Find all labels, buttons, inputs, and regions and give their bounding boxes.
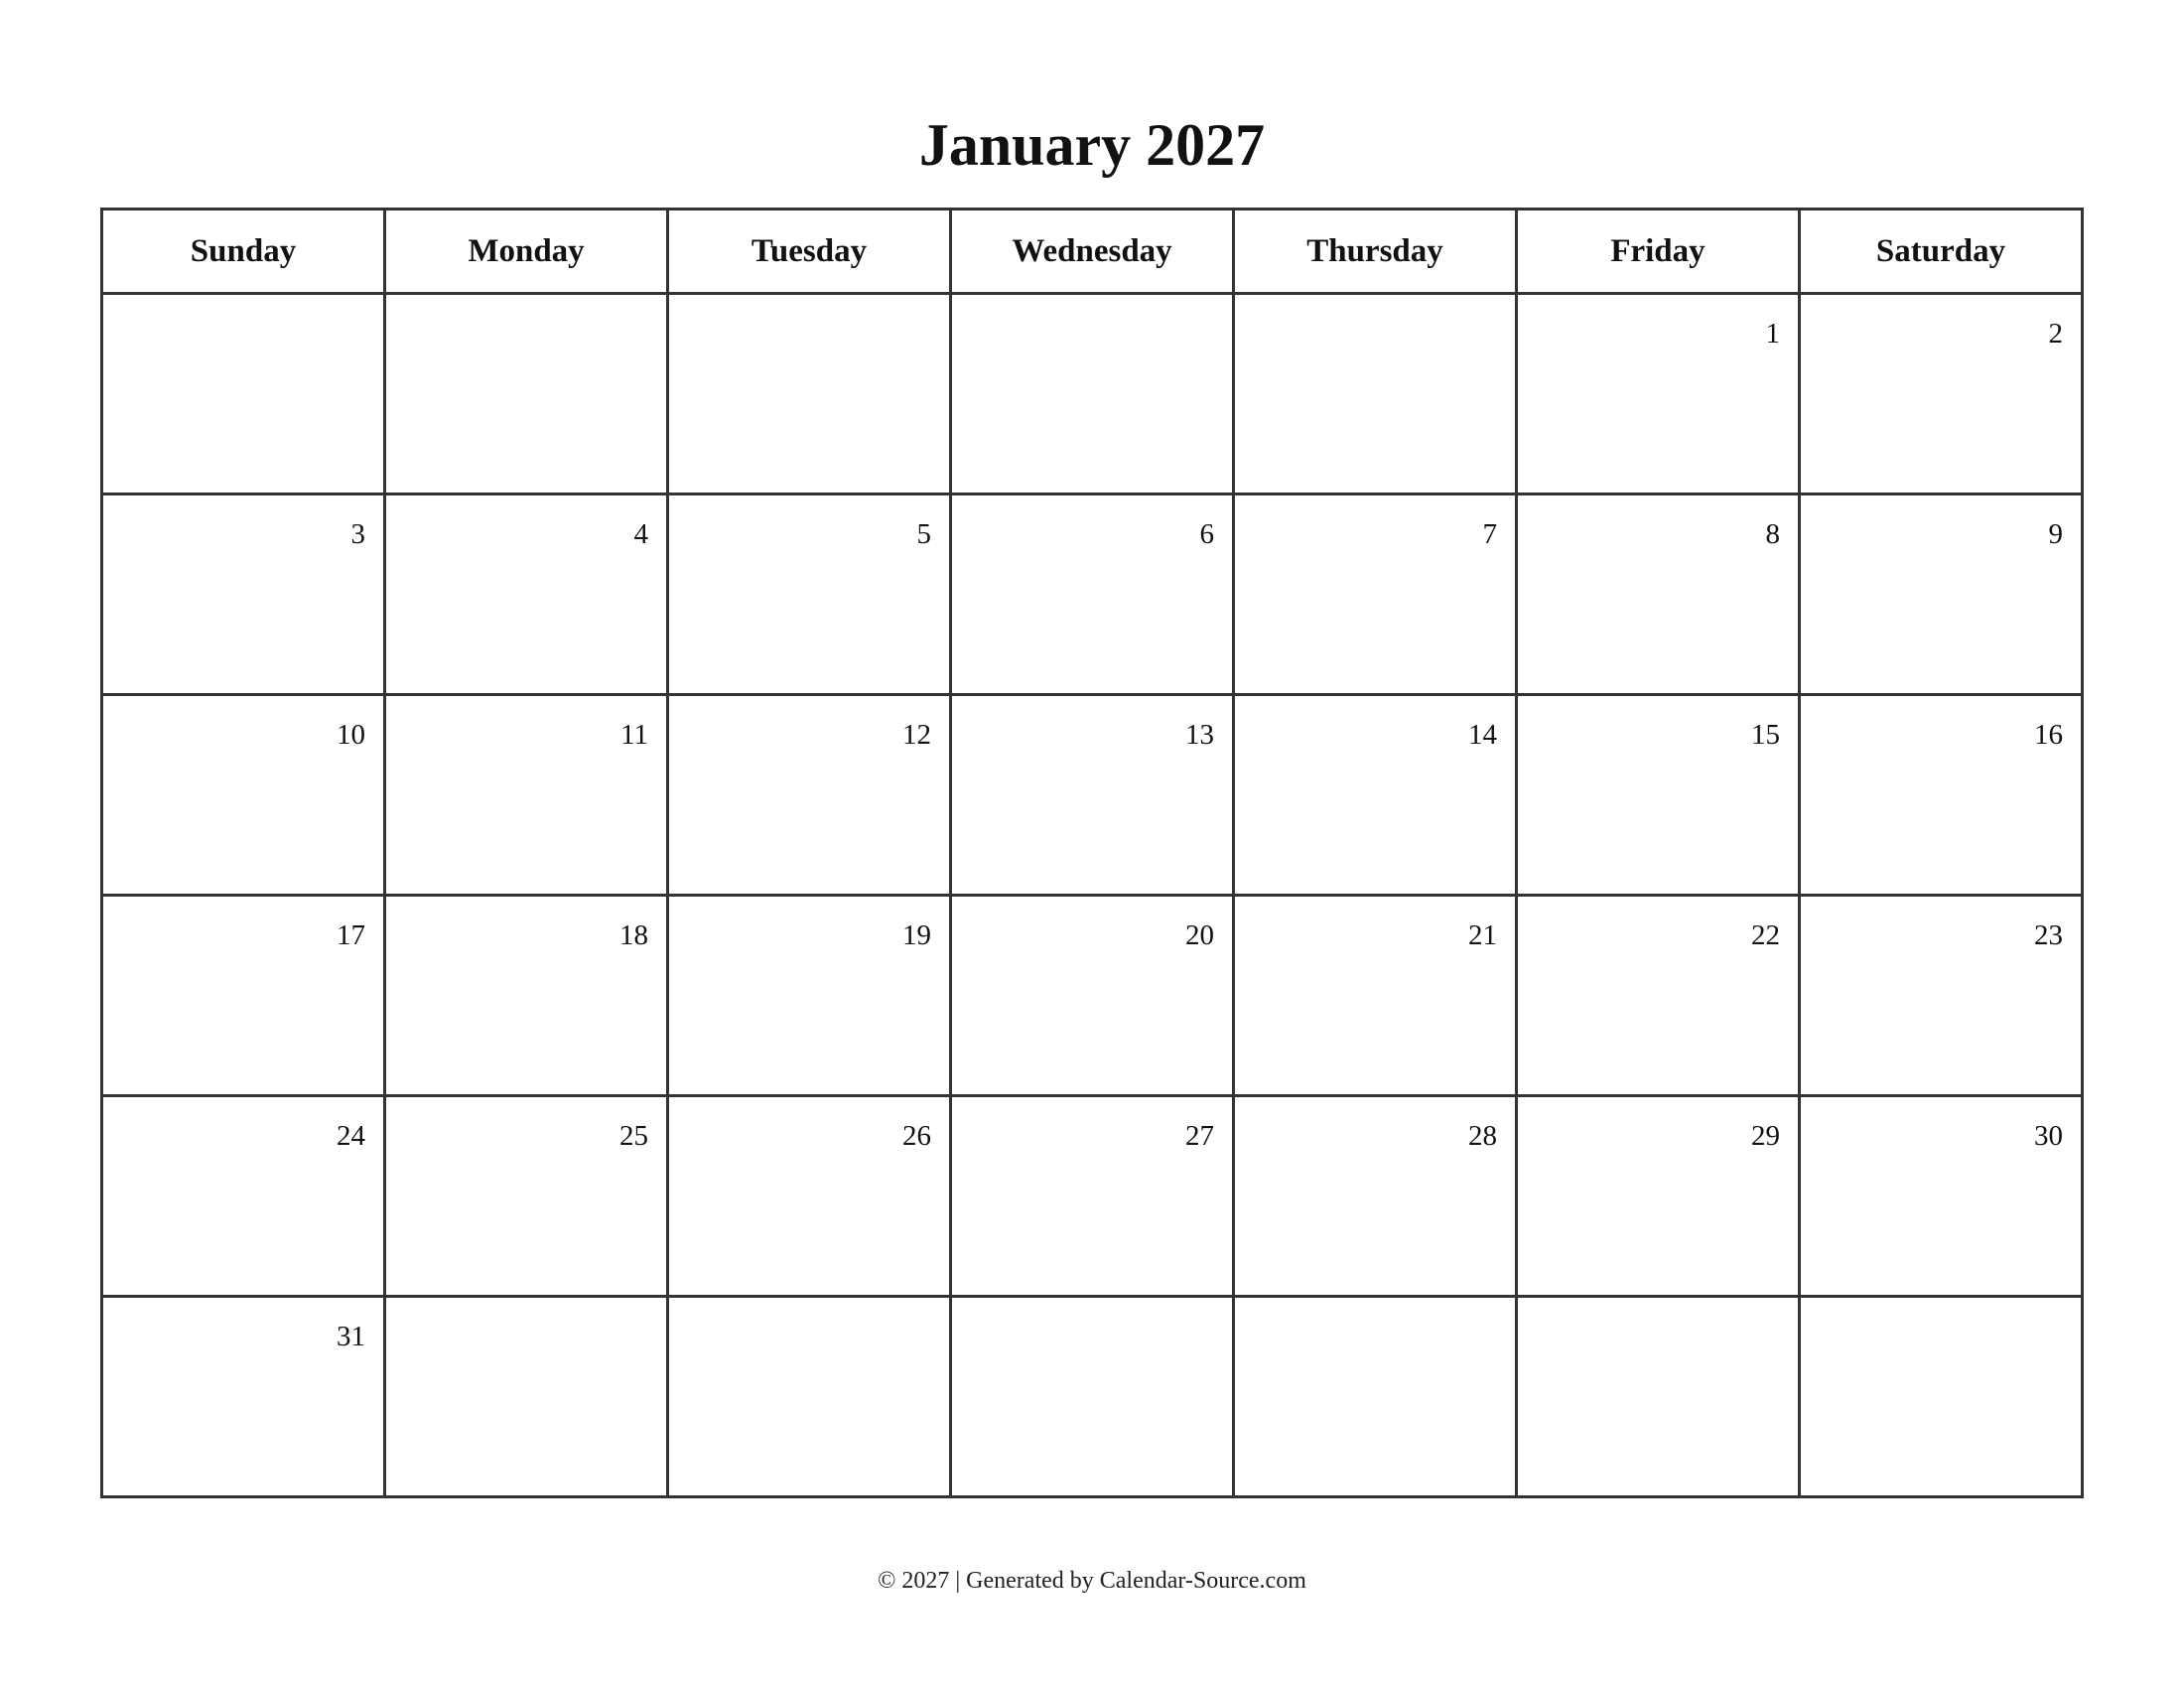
day-number: 2 <box>2048 318 2063 350</box>
day-number: 1 <box>1765 318 1780 350</box>
day-cell <box>102 494 385 695</box>
day-number: 27 <box>1185 1120 1214 1152</box>
day-cell <box>385 695 668 896</box>
day-number: 6 <box>1199 518 1214 550</box>
day-cell <box>668 1297 951 1497</box>
day-cell <box>951 896 1234 1096</box>
day-number <box>669 1298 949 1320</box>
day-number: 16 <box>2034 719 2063 751</box>
day-cell <box>951 695 1234 896</box>
day-number: 18 <box>619 919 648 951</box>
day-number <box>1235 295 1515 317</box>
day-cell <box>1234 294 1517 494</box>
day-number: 4 <box>633 518 648 550</box>
day-number <box>669 295 949 317</box>
calendar-title: January 2027 <box>918 112 1266 178</box>
day-cell <box>1800 695 2083 896</box>
day-cell <box>1517 1096 1800 1297</box>
day-cell <box>102 695 385 896</box>
day-cell <box>951 494 1234 695</box>
day-cell <box>385 1297 668 1497</box>
day-cell <box>1234 1096 1517 1297</box>
day-cell <box>1517 695 1800 896</box>
day-cell <box>951 294 1234 494</box>
day-number: 5 <box>916 518 931 550</box>
day-cell <box>385 1096 668 1297</box>
weekday-header: Monday <box>385 210 668 294</box>
day-number <box>103 295 383 317</box>
day-number: 30 <box>2034 1120 2063 1152</box>
day-cell <box>102 896 385 1096</box>
day-number: 21 <box>1468 919 1497 951</box>
day-cell <box>1517 294 1800 494</box>
day-cell <box>1517 1297 1800 1497</box>
day-number <box>386 1298 666 1320</box>
day-cell <box>1517 494 1800 695</box>
day-number: 12 <box>902 719 931 751</box>
day-cell <box>102 1096 385 1297</box>
weekday-header-row <box>102 210 2083 294</box>
day-number: 13 <box>1185 719 1214 751</box>
day-cell <box>102 294 385 494</box>
day-cell <box>1800 1096 2083 1297</box>
day-number <box>952 1298 1232 1320</box>
day-number <box>1518 1298 1798 1320</box>
weekday-header: Tuesday <box>668 210 951 294</box>
day-cell <box>102 1297 385 1497</box>
day-number: 20 <box>1185 919 1214 951</box>
day-cell <box>1800 494 2083 695</box>
day-cell <box>1234 494 1517 695</box>
day-number <box>386 295 666 317</box>
day-number: 25 <box>619 1120 648 1152</box>
day-cell <box>668 1096 951 1297</box>
day-number: 17 <box>337 919 365 951</box>
day-cell <box>1234 896 1517 1096</box>
calendar-grid <box>100 208 2084 1498</box>
day-number: 28 <box>1468 1120 1497 1152</box>
day-number: 29 <box>1751 1120 1780 1152</box>
day-cell <box>385 294 668 494</box>
weekday-header: Sunday <box>102 210 385 294</box>
week-row <box>102 695 2083 896</box>
weekday-header: Friday <box>1517 210 1800 294</box>
day-number: 31 <box>337 1321 365 1352</box>
week-row <box>102 896 2083 1096</box>
day-number: 19 <box>902 919 931 951</box>
day-cell <box>951 1297 1234 1497</box>
day-number: 24 <box>337 1120 365 1152</box>
day-number: 3 <box>350 518 365 550</box>
week-row <box>102 1297 2083 1497</box>
day-number <box>1235 1298 1515 1320</box>
week-row <box>102 294 2083 494</box>
day-number <box>1801 1298 2081 1320</box>
day-number: 22 <box>1751 919 1780 951</box>
day-cell <box>385 896 668 1096</box>
day-cell <box>1234 695 1517 896</box>
day-number: 10 <box>337 719 365 751</box>
day-cell <box>668 294 951 494</box>
day-number: 8 <box>1765 518 1780 550</box>
day-cell <box>1234 1297 1517 1497</box>
day-cell <box>668 695 951 896</box>
weekday-header: Wednesday <box>951 210 1234 294</box>
day-cell <box>1800 294 2083 494</box>
day-number: 14 <box>1468 719 1497 751</box>
day-cell <box>1800 1297 2083 1497</box>
day-cell <box>668 494 951 695</box>
day-number <box>952 295 1232 317</box>
weekday-header: Saturday <box>1800 210 2083 294</box>
day-number: 23 <box>2034 919 2063 951</box>
day-cell <box>1800 896 2083 1096</box>
footer-credit: © 2027 | Generated by Calendar-Source.com <box>878 1568 1306 1594</box>
day-number: 11 <box>620 719 648 751</box>
day-number: 26 <box>902 1120 931 1152</box>
day-cell <box>385 494 668 695</box>
day-cell <box>951 1096 1234 1297</box>
week-row <box>102 494 2083 695</box>
weekday-header: Thursday <box>1234 210 1517 294</box>
week-row <box>102 1096 2083 1297</box>
day-number: 15 <box>1751 719 1780 751</box>
day-number: 9 <box>2048 518 2063 550</box>
day-number: 7 <box>1482 518 1497 550</box>
day-cell <box>668 896 951 1096</box>
day-cell <box>1517 896 1800 1096</box>
